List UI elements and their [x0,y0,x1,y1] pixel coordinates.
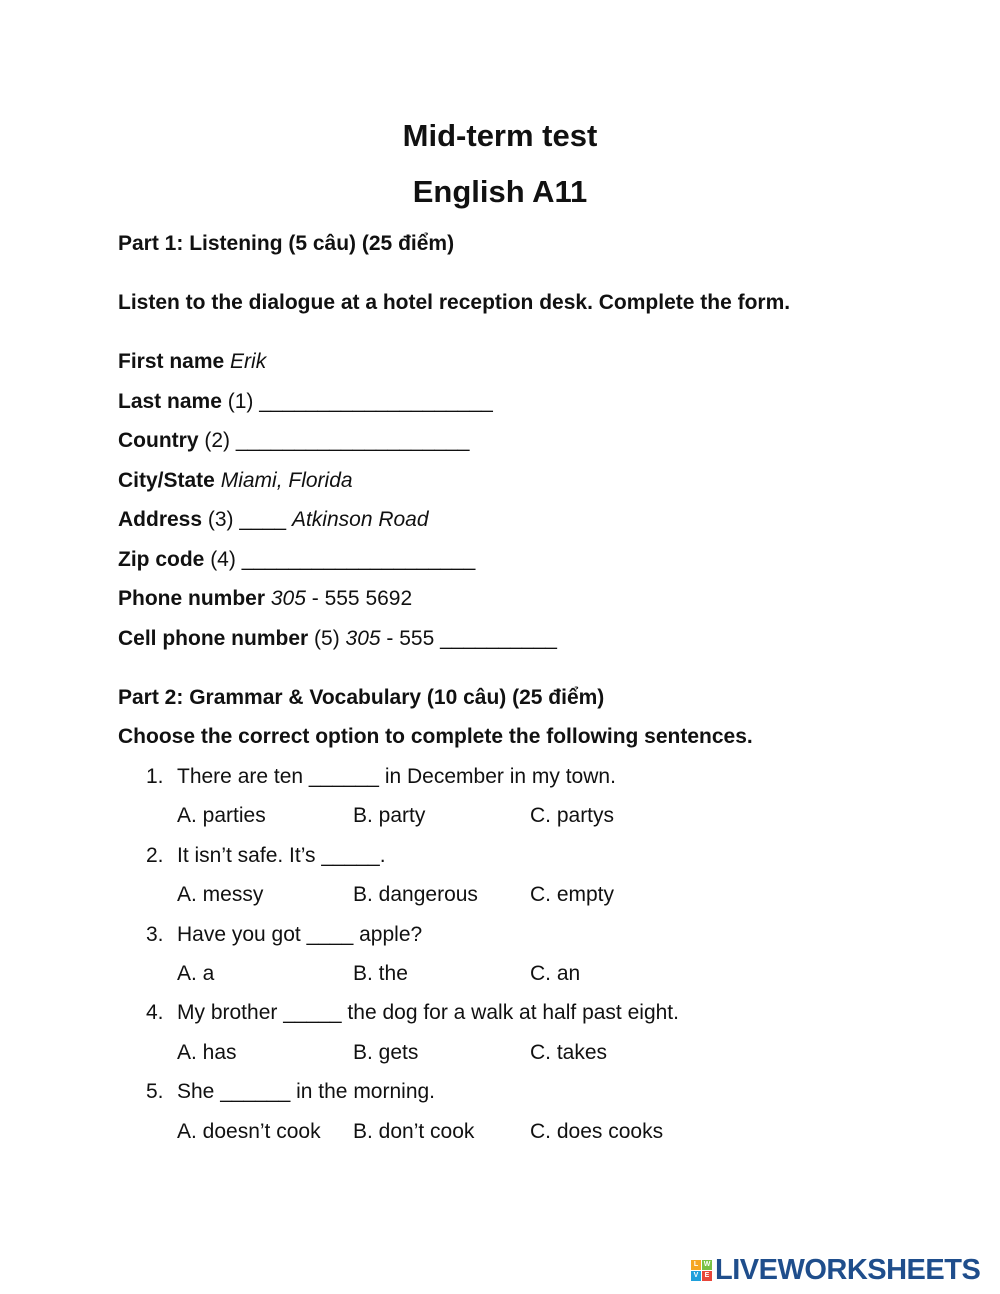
logo-block-3: V [691,1271,701,1281]
form-last-name [118,390,493,414]
question-3-option-b[interactable]: B. the [353,962,408,985]
question-2-option-c[interactable]: C. empty [530,883,615,906]
form-city-state [118,469,353,493]
last-name-blank[interactable]: ____________________ [259,390,493,413]
question-1-number: 1. [146,765,164,788]
question-4-option-b[interactable]: B. gets [353,1041,419,1064]
question-1-option-b[interactable]: B. party [353,804,426,827]
question-1-option-c[interactable]: C. partys [530,804,615,827]
last-name-number: (1) [227,390,254,413]
logo-block-2: W [703,1260,711,1268]
form-first-name [118,350,266,374]
last-name-label: Last name [118,390,222,413]
zip-number: (4) [210,548,236,571]
question-5-option-c[interactable]: C. does cooks [530,1120,664,1143]
country-number: (2) [204,429,231,452]
question-2-number: 2. [146,844,164,867]
question-2-option-a[interactable]: A. messy [177,883,264,906]
question-3-text: Have you got ____ apple? [177,923,423,946]
question-4-number: 4. [146,1001,164,1024]
form-cell [118,627,557,651]
first-name-label: First name [118,350,225,373]
zip-blank[interactable]: ____________________ [241,548,476,571]
cell-blank[interactable]: __________ [440,627,557,650]
city-state-label: City/State [118,469,215,492]
question-4-text: My brother _____ the dog for a walk at half past eight. [177,1001,679,1024]
country-label: Country [118,429,199,452]
question-5-text: She ______ in the morning. [177,1080,436,1103]
part2-heading: Part 2: Grammar & Vocabulary (10 câu) (25 điểm) [118,686,605,709]
question-3-number: 3. [146,923,164,946]
part1-heading: Part 1: Listening (5 câu) (25 điểm) [118,232,455,255]
part2-instruction: Choose the correct option to complete the following sentences. [118,725,753,748]
address-label: Address [118,508,203,531]
form-phone [118,587,412,611]
logo-text: LIVEWORKSHEETS [715,1253,981,1286]
question-3-option-c[interactable]: C. an [530,962,581,985]
logo-blocks-icon [691,1260,712,1281]
question-5-option-a[interactable]: A. doesn’t cook [177,1120,321,1143]
phone-area: 305 [270,587,306,610]
liveworksheets-logo [691,1254,980,1286]
cell-rest: - 555 [380,627,441,650]
address-number: (3) [207,508,234,531]
country-blank[interactable]: ____________________ [235,429,470,452]
page-title: Mid-term test [402,118,598,153]
question-4-option-c[interactable]: C. takes [530,1041,608,1064]
question-3-option-a[interactable]: A. a [177,962,215,985]
question-1-option-a[interactable]: A. parties [177,804,266,827]
cell-label: Cell phone number [118,627,309,650]
page-subtitle: English A11 [412,174,588,209]
address-value: Atkinson Road [291,508,429,531]
zip-label: Zip code [118,548,205,571]
first-name-value: Erik [230,350,267,373]
part1-instruction: Listen to the dialogue at a hotel reception desk. Complete the form. [118,291,791,314]
cell-area: 305 [345,627,381,650]
form-zip [118,548,475,572]
phone-rest: - 555 5692 [305,587,413,610]
city-state-value: Miami, Florida [220,469,353,492]
logo-block-4: E [702,1271,712,1281]
logo-block-1: L [691,1260,701,1270]
question-1-text: There are ten ______ in December in my town. [177,765,616,788]
form-address [118,508,429,532]
question-5-option-b[interactable]: B. don’t cook [353,1120,475,1143]
phone-label: Phone number [118,587,266,610]
question-2-text: It isn’t safe. It’s _____. [177,844,386,867]
question-4-option-a[interactable]: A. has [177,1041,237,1064]
address-blank[interactable]: ____ [239,508,287,531]
form-country [118,429,469,453]
question-5-number: 5. [146,1080,164,1103]
cell-number: (5) [314,627,340,650]
question-2-option-b[interactable]: B. dangerous [353,883,478,906]
